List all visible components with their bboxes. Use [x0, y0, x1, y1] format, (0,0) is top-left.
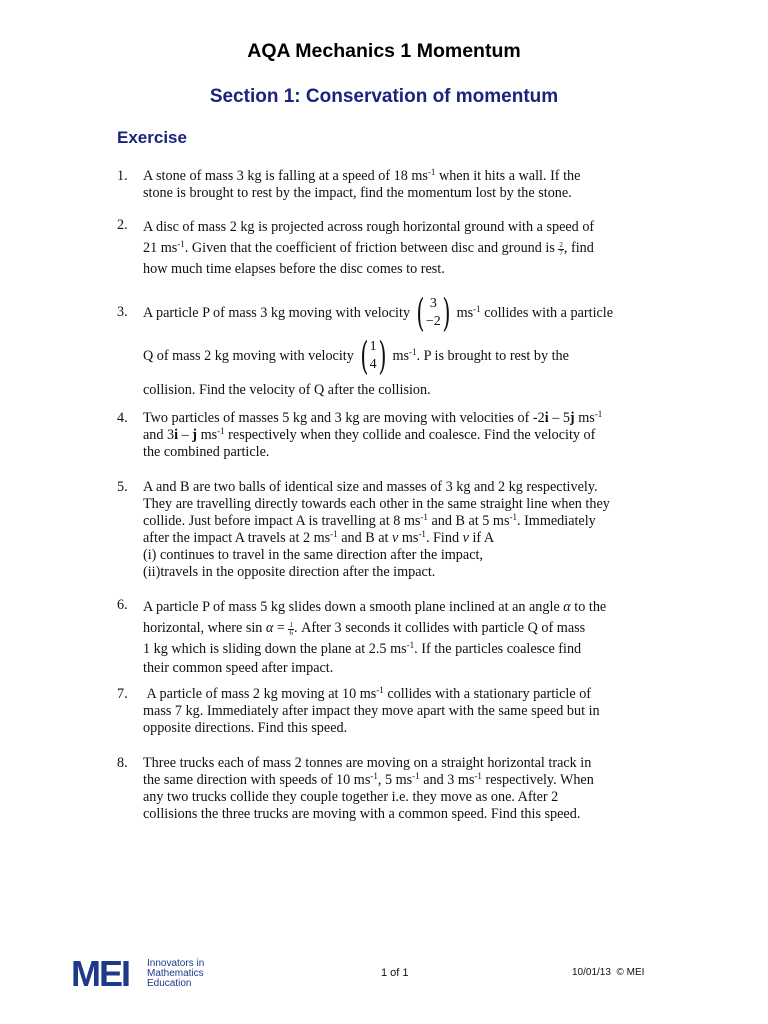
page-number: 1 of 1 — [381, 967, 409, 979]
question-text-line: and 3i – j $ms^{-1}$ respectively when they collide and coalesce. Find the velocity of — [143, 426, 596, 443]
question-number: 4. — [117, 410, 128, 426]
question-number: 2. — [117, 217, 128, 233]
fraction — [288, 622, 294, 637]
bracket-right-icon: ) — [442, 291, 451, 335]
fraction-denominator: 6 — [289, 629, 293, 637]
question-number: 6. — [117, 597, 128, 613]
question-number: 1. — [117, 168, 128, 184]
question-text-line: Three trucks each of mass 2 tonnes are moving on a straight horizontal track in — [143, 755, 592, 771]
question-text-line: A particle P of mass 5 kg slides down a smooth plane inclined at an angle α to the — [143, 599, 607, 615]
fraction-numerator: 1 — [289, 621, 293, 629]
footer-date — [572, 967, 644, 978]
question-text-line: collision. Find the velocity of Q after the collision. — [143, 382, 431, 398]
question-text-line: 1 kg which is sliding down the plane at 2.5 $ms^{-1}$. If the particles coalesce find — [143, 640, 582, 657]
section-heading: Section 1: Conservation of momentum — [209, 86, 559, 107]
mei-logo-icon — [71, 956, 241, 990]
question-text-line: A disc of mass 2 kg is projected across rough horizontal ground with a speed of — [143, 219, 595, 235]
question-text-line: their common speed after impact. — [143, 660, 334, 676]
question-text-line: A stone of mass 3 kg is falling at a speed of 18 $ms^{-1}$ when it hits a wall. If the — [143, 167, 581, 184]
question-text-line: collide. Just before impact A is travelling at 8 $ms^{-1}$ and B at 5 $ms^{-1}$. Immediately — [143, 512, 596, 529]
date-text: 10/01/13 — [572, 967, 611, 978]
question-text-line: Two particles of masses 5 kg and 3 kg are moving with velocities of -2i – 5j $ms^{-1}$ — [143, 409, 603, 426]
fraction-numerator: 2 — [559, 241, 563, 249]
document-title: AQA Mechanics 1 Momentum — [247, 40, 521, 62]
question-text-fragment: A particle P of mass 3 kg moving with velocity — [143, 304, 411, 321]
column-vector — [413, 291, 454, 335]
question-text-line: the combined particle. — [143, 444, 270, 460]
question-text-line: (i) continues to travel in the same direction after the impact, — [143, 547, 483, 563]
question-number: 3. — [117, 304, 128, 320]
column-vector — [357, 334, 390, 378]
question-text-line: opposite directions. Find this speed. — [143, 720, 348, 736]
exercise-heading: Exercise — [117, 128, 187, 147]
question-text-line: any two trucks collide they couple together i.e. they move as one. After 2 — [143, 789, 559, 805]
question-text-fragment: $ms^{-1}$ collides with a particle — [456, 303, 614, 321]
question-text-fragment: $ms^{-1}$. P is brought to rest by the — [392, 346, 569, 364]
question-text-line: They are travelling directly towards each other in the same straight line when they — [143, 496, 610, 512]
question-number: 8. — [117, 755, 128, 771]
question-text-line: A particle of mass 2 kg moving at 10 $ms^{-1}$ collides with a stationary particle of — [143, 685, 592, 702]
logo-tagline-line: Education — [147, 978, 192, 989]
bracket-left-icon: ( — [360, 334, 369, 378]
logo-wordmark: MEI — [71, 956, 130, 990]
question-text-line: collisions the three trucks are moving with a common speed. Find this speed. — [143, 806, 581, 822]
question-number: 5. — [117, 479, 128, 495]
question-text-line: how much time elapses before the disc comes to rest. — [143, 261, 445, 277]
question-text-line: mass 7 kg. Immediately after impact they move apart with the same speed but in — [143, 703, 600, 719]
question-text-line — [143, 333, 663, 379]
question-text-line: horizontal, where sin α = $\frac{1}{6}$ . After 3 seconds it collides with particle Q of mass — [143, 620, 586, 637]
vector-component: 4 — [369, 357, 377, 372]
question-text-line: (ii)travels in the opposite direction after the impact. — [143, 564, 436, 580]
question-text-line: A and B are two balls of identical size and masses of 3 kg and 2 kg respectively. — [143, 479, 598, 495]
question-text-line: stone is brought to rest by the impact, find the momentum lost by the stone. — [143, 185, 572, 201]
logo-tagline-line: Mathematics — [147, 968, 204, 979]
mei-logo — [71, 956, 241, 995]
vector-component: 3 — [429, 296, 437, 311]
copyright-text: © MEI — [616, 967, 645, 978]
logo-tagline-line: Innovators in — [147, 958, 205, 969]
question-text-line: 21 $ms^{-1}$. Given that the coefficient of friction between disc and ground is $\frac{2}{7}$ , find — [143, 239, 594, 257]
fraction — [558, 242, 564, 257]
bracket-right-icon: ) — [377, 334, 387, 378]
question-text-fragment: Q of mass 2 kg moving with velocity — [143, 347, 354, 364]
vector-component: 1 — [369, 339, 377, 354]
bracket-left-icon: ( — [416, 291, 425, 335]
question-text-line — [143, 290, 663, 336]
question-number: 7. — [117, 686, 128, 702]
question-text-line: after the impact A travels at 2 $ms^{-1}$ and B at v $ms^{-1}$. Find v if A — [143, 529, 495, 546]
fraction-denominator: 7 — [559, 249, 563, 257]
question-text-line: the same direction with speeds of 10 $ms^{-1}$, 5 $ms^{-1}$ and 3 $ms^{-1}$ respectively. When — [143, 771, 594, 788]
vector-component: −2 — [425, 314, 441, 329]
